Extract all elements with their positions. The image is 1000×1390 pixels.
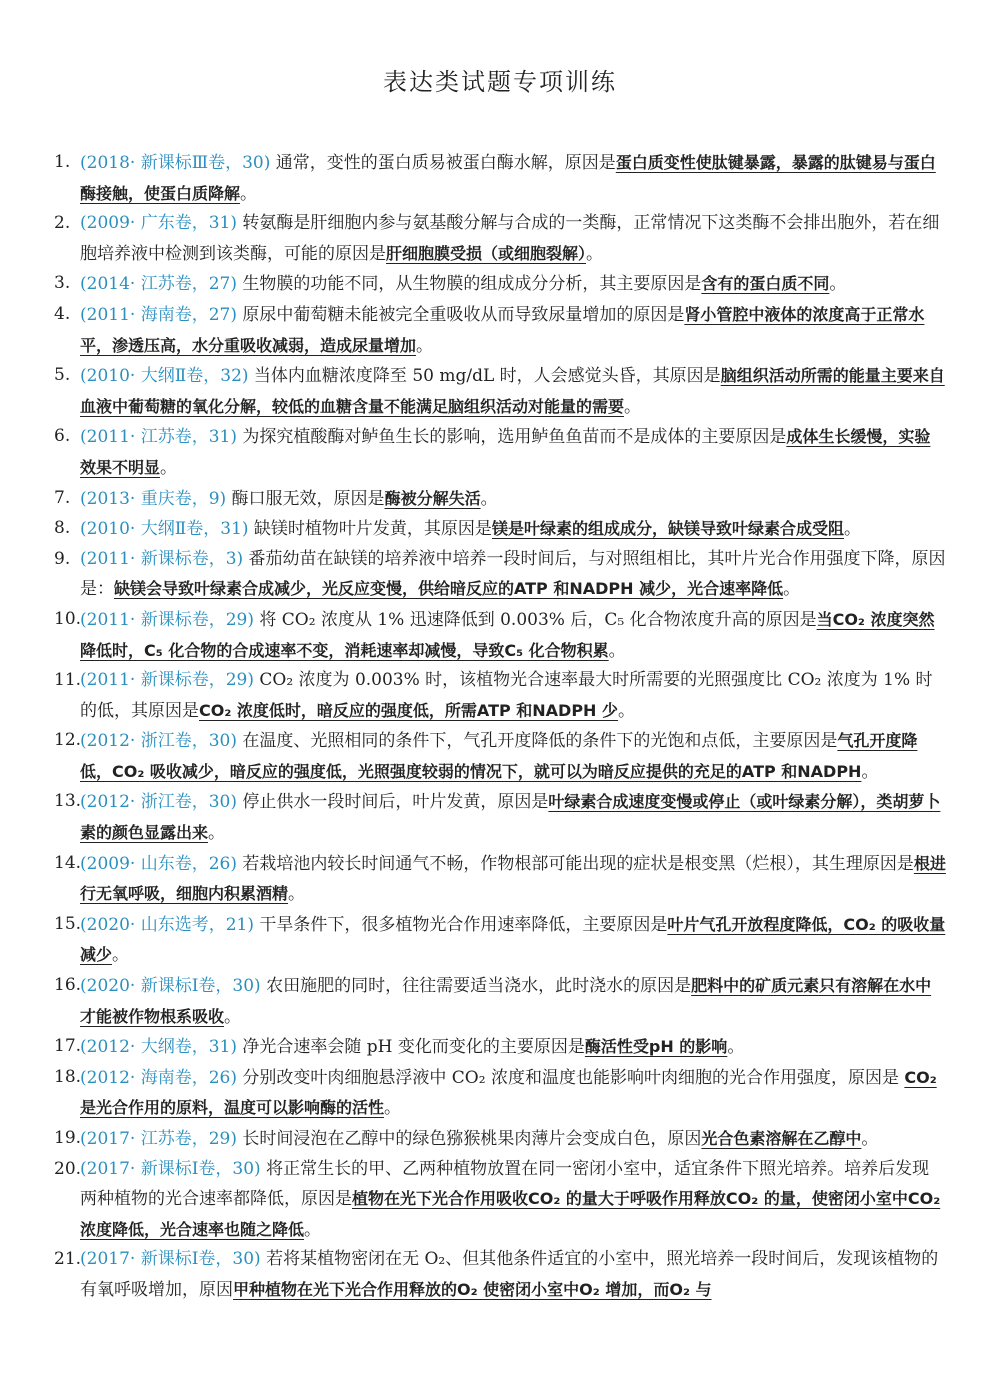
question-number: 9. bbox=[54, 548, 71, 569]
question-number: 1. bbox=[54, 152, 71, 172]
answer-text: 光合色素溶解在乙醇中 bbox=[701, 1129, 862, 1148]
answer-text: 气孔开度降低，CO₂ 吸收减少，暗反应的强度低，光照强度较弱的情况下，就可以为暗反应提供的充足的ATP 和NADPH bbox=[80, 731, 918, 781]
answer-text: 含有的蛋白质不同 bbox=[701, 274, 830, 294]
question-item bbox=[54, 545, 946, 605]
question-number: 13. bbox=[54, 791, 82, 812]
answer-text: 酶被分解失活 bbox=[384, 488, 481, 508]
question-text: 通常，变性的蛋白质易被蛋白酶水解，原因是 bbox=[270, 153, 616, 173]
question-item bbox=[54, 726, 946, 787]
question-text: 分别改变叶肉细胞悬浮液中 CO₂ 浓度和温度也能影响叶肉细胞的光合作用强度，原因是 bbox=[236, 1067, 905, 1088]
end-mark: 。 bbox=[618, 700, 636, 721]
question-text: 原尿中葡萄糖未能被完全重吸收从而导致尿量增加的原因是 bbox=[236, 304, 685, 325]
question-item bbox=[54, 910, 946, 971]
question-number: 7. bbox=[54, 487, 71, 508]
answer-text: 叶绿素合成速度变慢或停止（或叶绿素分解），类胡萝卜素的颜色显露出来 bbox=[80, 792, 941, 843]
question-text: 番茄幼苗在缺镁的培养液中培养一段时间后，与对照组相比，其叶片光合作用强度下降，原因是： bbox=[80, 548, 946, 600]
question-text: 在温度、光照相同的条件下，气孔开度降低的条件下的光饱和点低，主要原因是 bbox=[236, 731, 838, 752]
answer-text: CO₂ 浓度低时，暗反应的强度低，所需ATP 和NADPH 少 bbox=[199, 700, 619, 720]
question-number: 15. bbox=[54, 913, 82, 934]
question-source: (2009· 广东卷，31) bbox=[80, 213, 237, 234]
answer-text: CO₂ 是光合作用的原料，温度可以影响酶的活性 bbox=[80, 1067, 937, 1118]
question-item bbox=[54, 300, 946, 361]
answer-text: 酶活性受pH 的影响 bbox=[584, 1037, 728, 1057]
question-text: 为探究植酸酶对鲈鱼生长的影响，选用鲈鱼鱼苗而不是成体的主要原因是 bbox=[236, 427, 787, 448]
question-source: (2013· 重庆卷，9) bbox=[80, 488, 227, 509]
answer-text: 肾小管腔中液体的浓度高于正常水平，渗透压高，水分重吸收减弱，造成尿量增加 bbox=[80, 304, 925, 355]
question-text: 生物膜的功能不同，从生物膜的组成成分分析，其主要原因是 bbox=[236, 274, 702, 295]
question-source: (2009· 山东卷，26) bbox=[80, 853, 237, 874]
question-number: 20. bbox=[54, 1158, 82, 1179]
answer-text: 蛋白质变性使肽键暴露，暴露的肽键易与蛋白酶接触，使蛋白质降解 bbox=[80, 153, 936, 203]
question-item bbox=[54, 1245, 946, 1305]
question-source: (2017· 江苏卷，29) bbox=[80, 1129, 237, 1149]
question-text: 酶口服无效，原因是 bbox=[226, 488, 385, 509]
end-mark: 。 bbox=[112, 945, 130, 966]
question-item bbox=[54, 361, 946, 422]
question-text: 将 CO₂ 浓度从 1% 迅速降低到 0.003% 后，C₅ 化合物浓度升高的原因是 bbox=[253, 609, 817, 630]
end-mark: 。 bbox=[304, 1219, 322, 1240]
question-number: 17. bbox=[54, 1036, 82, 1057]
end-mark: 。 bbox=[224, 1006, 242, 1027]
question-source: (2014· 江苏卷，27) bbox=[80, 274, 237, 295]
question-source: (2012· 海南卷，26) bbox=[80, 1067, 237, 1088]
question-list bbox=[54, 148, 946, 1306]
end-mark: 。 bbox=[416, 335, 434, 356]
question-source: (2012· 大纲卷，31) bbox=[80, 1037, 237, 1058]
question-text: 若将某植物密闭在无 O₂、但其他条件适宜的小室中，照光培养一段时间后，发现该植物的有氧呼吸增加，原因 bbox=[80, 1249, 939, 1300]
end-mark: 。 bbox=[727, 1037, 745, 1058]
question-number: 10. bbox=[54, 608, 82, 629]
question-text: 若栽培池内较长时间通气不畅，作物根部可能出现的症状是根变黑（烂根），其生理原因是 bbox=[236, 853, 914, 874]
answer-text: 根进行无氧呼吸，细胞内积累酒精 bbox=[80, 853, 946, 904]
question-item bbox=[54, 605, 946, 666]
end-mark: 。 bbox=[586, 243, 604, 264]
question-item bbox=[54, 849, 946, 910]
question-item bbox=[54, 787, 946, 848]
answer-text: 脑组织活动所需的能量主要来自血液中葡萄糖的氧化分解，较低的血糖含量不能满足脑组织活动对能量的需要 bbox=[80, 366, 945, 416]
question-number: 2. bbox=[54, 213, 71, 234]
question-source: (2010· 大纲Ⅱ卷，32) bbox=[80, 366, 249, 387]
question-text: 长时间浸泡在乙醇中的绿色猕猴桃果肉薄片会变成白色，原因 bbox=[236, 1129, 702, 1149]
question-source: (2020· 新课标Ⅰ卷，30) bbox=[80, 976, 261, 997]
answer-text: 缺镁会导致叶绿素合成减少，光反应变慢，供给暗反应的ATP 和NADPH 减少，光合速率降低 bbox=[114, 579, 784, 599]
question-source: (2011· 新课标卷，29) bbox=[80, 670, 254, 691]
question-item bbox=[54, 666, 946, 726]
question-item bbox=[54, 514, 946, 545]
question-number: 6. bbox=[54, 426, 71, 447]
question-text: 农田施肥的同时，往往需要适当浇水，此时浇水的原因是 bbox=[260, 976, 692, 997]
answer-text: 叶片气孔开放程度降低，CO₂ 的吸收量减少 bbox=[80, 914, 946, 965]
end-mark: 。 bbox=[829, 274, 847, 295]
answer-text: 甲种植物在光下光合作用释放的O₂ 使密闭小室中O₂ 增加，而O₂ 与 bbox=[233, 1279, 712, 1299]
end-mark: 。 bbox=[208, 823, 226, 844]
question-source: (2011· 新课标卷，29) bbox=[80, 609, 254, 630]
question-source: (2011· 海南卷，27) bbox=[80, 304, 237, 325]
answer-text: 植物在光下光合作用吸收CO₂ 的量大于呼吸作用释放CO₂ 的量，使密闭小室中CO₂ 浓度降低，光合速率也随之降低 bbox=[80, 1189, 941, 1239]
question-source: (2020· 山东选考，21) bbox=[80, 914, 254, 935]
question-item bbox=[54, 269, 946, 300]
question-item bbox=[54, 484, 946, 515]
question-source: (2011· 江苏卷，31) bbox=[80, 427, 237, 448]
end-mark: 。 bbox=[861, 1129, 879, 1149]
question-number: 21. bbox=[54, 1249, 82, 1270]
end-mark: 。 bbox=[624, 396, 642, 417]
end-mark: 。 bbox=[843, 519, 861, 540]
question-item bbox=[54, 1032, 946, 1063]
question-text: 干旱条件下，很多植物光合作用速率降低，主要原因是 bbox=[253, 914, 668, 935]
question-number: 16. bbox=[54, 975, 82, 996]
answer-text: 镁是叶绿素的组成成分，缺镁导致叶绿素合成受阻 bbox=[491, 519, 844, 539]
end-mark: 。 bbox=[480, 488, 498, 509]
question-text: 将正常生长的甲、乙两种植物放置在同一密闭小室中，适宜条件下照光培养。培养后发现两种植物的光合速率都降低，原因是 bbox=[80, 1158, 930, 1210]
question-source: (2018· 新课标Ⅲ卷，30) bbox=[80, 153, 271, 173]
answer-text: 肝细胞膜受损（或细胞裂解） bbox=[386, 243, 587, 263]
answer-text: 肥料中的矿质元素只有溶解在水中才能被作物根系吸收 bbox=[80, 976, 932, 1026]
end-mark: 。 bbox=[288, 884, 306, 905]
question-text: 停止供水一段时间后，叶片发黄，原因是 bbox=[236, 792, 549, 813]
question-number: 19. bbox=[54, 1128, 82, 1148]
question-source: (2017· 新课标Ⅰ卷，30) bbox=[80, 1249, 261, 1270]
question-source: (2010· 大纲Ⅱ卷，31) bbox=[80, 519, 249, 540]
end-mark: 。 bbox=[783, 579, 801, 600]
question-number: 4. bbox=[54, 303, 71, 324]
question-number: 8. bbox=[54, 518, 71, 539]
question-text: 转氨酶是肝细胞内参与氨基酸分解与合成的一类酶，正常情况下这类酶不会排出胞外，若在细胞培养液中检测到该类酶，可能的原因是 bbox=[80, 213, 940, 264]
question-text: 净光合速率会随 pH 变化而变化的主要原因是 bbox=[236, 1037, 585, 1058]
question-number: 12. bbox=[54, 730, 82, 751]
question-text: 当体内血糖浓度降至 50 mg/dL 时，人会感觉头昏，其原因是 bbox=[248, 366, 721, 387]
question-text: CO₂ 浓度为 0.003% 时，该植物光合速率最大时所需要的光照强度比 CO₂ 浓度为 1% 时的低，其原因是 bbox=[80, 670, 933, 721]
answer-text: 当CO₂ 浓度突然降低时，C₅ 化合物的合成速率不变，消耗速率却减慢，导致C₅ 化合物积累 bbox=[80, 609, 935, 660]
question-source: (2012· 浙江卷，30) bbox=[80, 731, 237, 752]
question-item bbox=[54, 1124, 946, 1155]
end-mark: 。 bbox=[384, 1098, 402, 1119]
question-source: (2011· 新课标卷，3) bbox=[80, 548, 244, 569]
end-mark: 。 bbox=[608, 640, 626, 661]
question-number: 14. bbox=[54, 852, 82, 873]
question-text: 缺镁时植物叶片发黄，其原因是 bbox=[248, 519, 492, 540]
question-source: (2012· 浙江卷，30) bbox=[80, 792, 237, 813]
question-item bbox=[54, 148, 946, 209]
answer-text: 成体生长缓慢，实验效果不明显 bbox=[80, 427, 931, 477]
question-source: (2017· 新课标Ⅰ卷，30) bbox=[80, 1158, 261, 1179]
question-item bbox=[54, 209, 946, 269]
question-item bbox=[54, 1063, 946, 1124]
question-number: 3. bbox=[54, 273, 71, 294]
page-title: 表达类试题专项训练 bbox=[383, 68, 617, 96]
question-number: 5. bbox=[54, 365, 71, 386]
question-item bbox=[54, 971, 946, 1032]
question-item bbox=[54, 422, 946, 483]
question-number: 11. bbox=[54, 670, 82, 691]
question-item bbox=[54, 1155, 946, 1246]
end-mark: 。 bbox=[861, 761, 879, 782]
question-number: 18. bbox=[54, 1066, 82, 1087]
end-mark: 。 bbox=[240, 183, 258, 204]
end-mark: 。 bbox=[160, 457, 178, 478]
